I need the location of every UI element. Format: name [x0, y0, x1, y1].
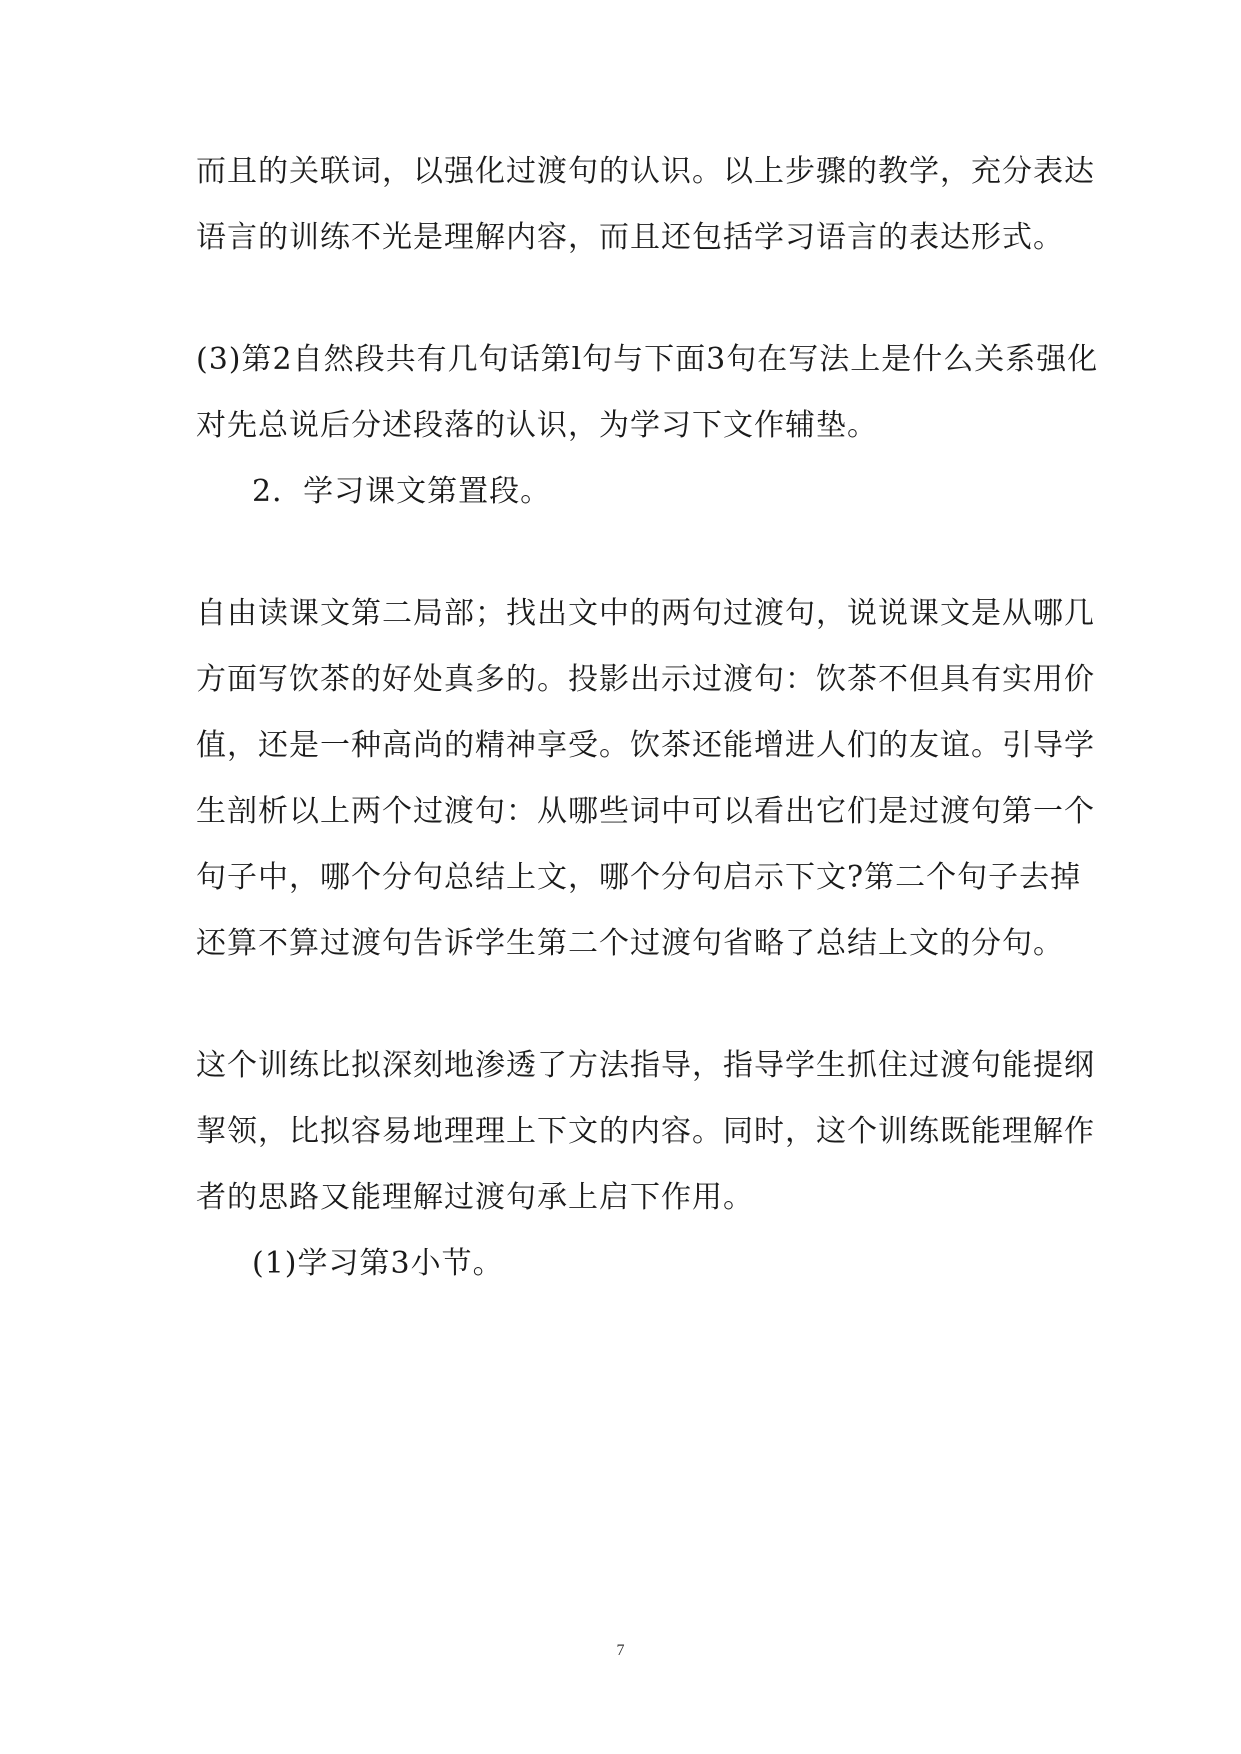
text-line: 生剖析以上两个过渡句：从哪些词中可以看出它们是过渡句第一个	[196, 794, 1095, 829]
section-heading: (1)学习第3小节。	[252, 1246, 504, 1281]
text-line: 挈领，比拟容易地理理上下文的内容。同时，这个训练既能理解作	[196, 1114, 1095, 1149]
text-line: (3)第2自然段共有几句话第l句与下面3句在写法上是什么关系强化	[196, 342, 1099, 377]
text-line: 值，还是一种高尚的精神享受。饮茶还能增进人们的友谊。引导学	[196, 728, 1095, 763]
text-line: 还算不算过渡句告诉学生第二个过渡句省略了总结上文的分句。	[196, 926, 1064, 961]
text-line: 而且的关联词，以强化过渡句的认识。以上步骤的教学，充分表达	[196, 154, 1095, 189]
text-line: 这个训练比拟深刻地渗透了方法指导，指导学生抓住过渡句能提纲	[196, 1048, 1095, 1083]
page-number: 7	[616, 1642, 625, 1659]
text-line: 方面写饮茶的好处真多的。投影出示过渡句：饮茶不但具有实用价	[196, 662, 1095, 697]
text-line: 对先总说后分述段落的认识，为学习下文作辅垫。	[196, 408, 878, 443]
text-line: 语言的训练不光是理解内容，而且还包括学习语言的表达形式。	[196, 220, 1064, 255]
section-heading: 2．学习课文第置段。	[252, 474, 552, 509]
text-line: 句子中，哪个分句总结上文，哪个分句启示下文?第二个句子去掉	[196, 860, 1082, 895]
text-line: 自由读课文第二局部；找出文中的两句过渡句，说说课文是从哪几	[196, 596, 1095, 631]
text-line: 者的思路又能理解过渡句承上启下作用。	[196, 1180, 754, 1215]
